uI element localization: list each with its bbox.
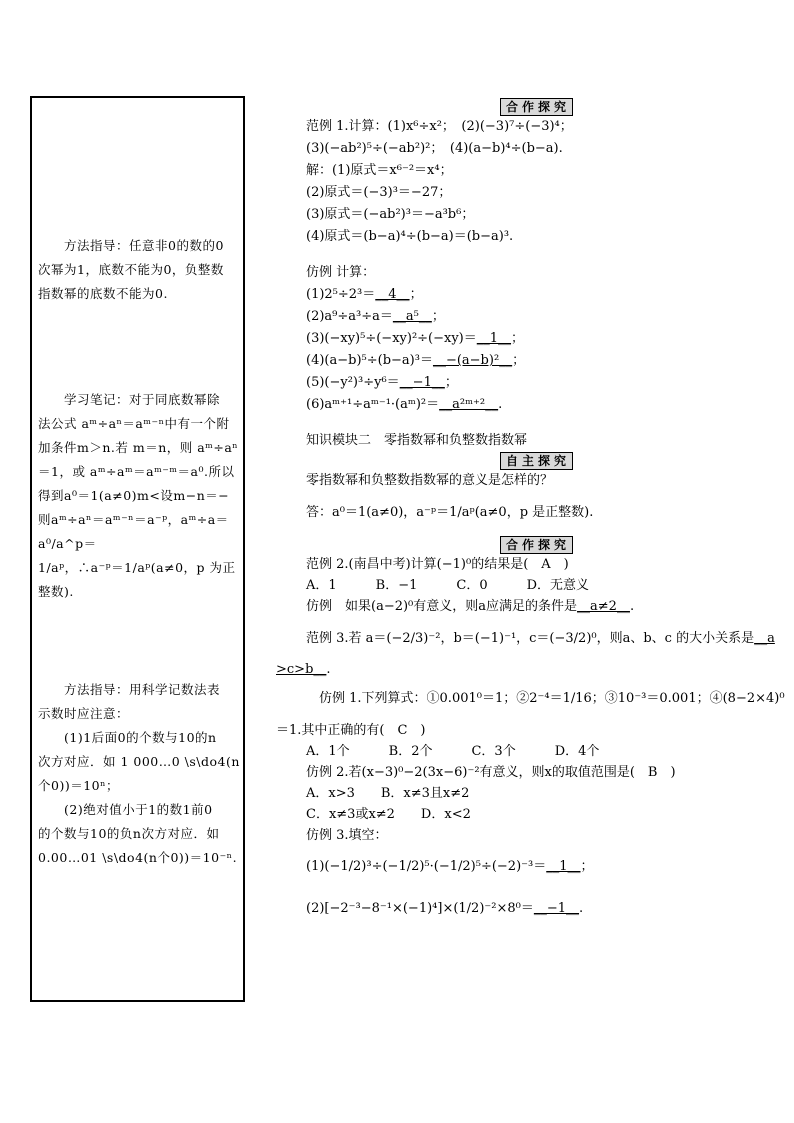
note-line: 学习笔记：对于同底数幂除	[38, 392, 221, 407]
practice-1-prompt: 仿例 1.下列算式：①0.001⁰＝1；②2⁻⁴＝1/16；③10⁻³＝0.001；④(8−2×4)⁰	[306, 691, 785, 706]
note-line: (1)1后面0的个数与10的n	[38, 730, 217, 745]
practice-item: (4)(a−b)⁵÷(b−a)³＝__−(a−b)²__；	[306, 353, 526, 368]
answer-blank: __a²ᵐ⁺²__	[439, 397, 499, 412]
note-line: 1/aᵖ，∴a⁻ᵖ＝1/aᵖ(a≠0，p 为正整数).	[38, 560, 236, 599]
practice-item: (6)aᵐ⁺¹÷aᵐ⁻¹·(aᵐ)²＝__a²ᵐ⁺²__.	[306, 397, 503, 412]
solution-line: (3)原式＝(−ab²)³＝−a³b⁶；	[306, 207, 475, 222]
solution-line: 解：(1)原式＝x⁶⁻²＝x⁴；	[306, 163, 453, 178]
practice-heading: 仿例 计算：	[306, 265, 376, 280]
example-1-prompt: 范例 1.计算：(1)x⁶÷x²； (2)(−3)⁷÷(−3)⁴；	[306, 119, 573, 134]
answer-blank: __4__	[375, 287, 410, 302]
solution-line: (2)原式＝(−3)³＝−27；	[306, 185, 452, 200]
note-line: ＝1，或 aᵐ÷aᵐ＝aᵐ⁻ᵐ＝a⁰.所以	[38, 464, 235, 479]
module-2-heading: 知识模块二 零指数幂和负整数指数幂	[306, 433, 528, 448]
practice-item: (2)[−2⁻³−8⁻¹×(−1)⁴]×(1/2)⁻²×8⁰＝__−1__.	[306, 901, 584, 916]
answer-blank: __a	[754, 631, 775, 646]
section-tag-cooperative-inquiry-2: 合作探究	[500, 536, 573, 554]
choice-options: C．x≠3或x≠2 D．x<2	[306, 807, 471, 822]
note-line: 法公式 aᵐ÷aⁿ＝aᵐ⁻ⁿ中有一个附	[38, 416, 230, 431]
practice-2-prompt: 仿例 2.若(x−3)⁰−2(3x−6)⁻²有意义，则x的取值范围是( B )	[306, 765, 676, 780]
note-line: 加条件m＞n.若 m＝n，则 aᵐ÷aⁿ	[38, 440, 239, 455]
practice-item: (5)(−y²)³÷y⁶＝__−1__；	[306, 375, 458, 390]
section-tag-cooperative-inquiry: 合作探究	[500, 98, 573, 116]
choice-options: A．x>3 B．x≠3且x≠2	[306, 786, 470, 801]
note-line: 示数时应注意：	[38, 706, 130, 721]
choice-options: A．1 B．−1 C．0 D．无意义	[306, 578, 590, 593]
practice-item: (1)2⁵÷2³＝__4__；	[306, 287, 423, 302]
note-line: 指数幂的底数不能为0.	[38, 286, 168, 301]
method-guide-note-2	[38, 678, 240, 870]
example-1-prompt-2: (3)(−ab²)⁵÷(−ab²)²； (4)(a−b)⁴÷(b−a).	[306, 141, 563, 156]
answer-blank: __−(a−b)²__	[432, 353, 513, 368]
answer-line: 答：a⁰＝1(a≠0)，a⁻ᵖ＝1/aᵖ(a≠0，p 是正整数).	[306, 505, 594, 520]
answer-blank: __1__	[546, 859, 581, 874]
practice-3-heading: 仿例 3.填空：	[306, 828, 388, 843]
answer-blank: __−1__	[533, 901, 580, 916]
note-line: 方法指导：用科学记数法表	[38, 682, 221, 697]
note-line: (2)绝对值小于1的数1前0	[38, 802, 213, 817]
practice-item: 仿例 如果(a−2)⁰有意义，则a应满足的条件是__a≠2__.	[306, 599, 635, 614]
practice-1-prompt-cont: ＝1.其中正确的有( C )	[276, 723, 426, 738]
section-tag-self-inquiry: 自主探究	[500, 452, 573, 470]
answer-blank: >c>b__	[276, 662, 327, 677]
practice-item: (1)(−1/2)³÷(−1/2)⁵·(−1/2)⁵÷(−2)⁻³＝__1__；	[306, 859, 594, 874]
sidebar-notes-box	[30, 96, 245, 1002]
solution-line: (4)原式＝(b−a)⁴÷(b−a)＝(b−a)³.	[306, 229, 514, 244]
practice-item: (3)(−xy)⁵÷(−xy)²÷(−xy)＝__1__；	[306, 331, 525, 346]
question-line: 零指数幂和负整数指数幂的意义是怎样的？	[306, 473, 554, 488]
example-3-prompt: 范例 3.若 a＝(−2/3)⁻²，b＝(−1)⁻¹，c＝(−3/2)⁰，则a、b、c 的大小关系是__a	[306, 631, 775, 646]
example-2-prompt: 范例 2.(南昌中考)计算(−1)⁰的结果是( A )	[306, 557, 569, 572]
practice-item: (2)a⁹÷a³÷a＝__a⁵__；	[306, 309, 445, 324]
note-line: 的个数与10的负n次方对应．如	[38, 826, 220, 841]
choice-options: A．1个 B．2个 C．3个 D．4个	[306, 744, 600, 759]
example-3-prompt-cont: >c>b__.	[276, 662, 331, 677]
note-line: 则aᵐ÷aⁿ＝aᵐ⁻ⁿ＝a⁻ᵖ，aᵐ÷a＝a⁰/a^p＝	[38, 512, 229, 551]
note-line: 次方对应．如 1 000…0 \s\do4(n	[38, 754, 240, 769]
answer-blank: __−1__	[399, 375, 445, 390]
answer-blank: __a≠2__	[577, 599, 630, 614]
note-line: 0.00…01 \s\do4(n个0))＝10⁻ⁿ.	[38, 850, 238, 865]
note-line: 个0))＝10ⁿ；	[38, 778, 120, 793]
method-guide-note-1	[38, 234, 240, 306]
note-line: 得到a⁰＝1(a≠0)m<设m−n＝−	[38, 488, 230, 503]
note-line: 方法指导：任意非0的数的0	[38, 238, 224, 253]
answer-blank: __a⁵__	[392, 309, 432, 324]
study-notes	[38, 388, 240, 604]
note-line: 次幂为1，底数不能为0，负整数	[38, 262, 224, 277]
answer-blank: __1__	[476, 331, 512, 346]
